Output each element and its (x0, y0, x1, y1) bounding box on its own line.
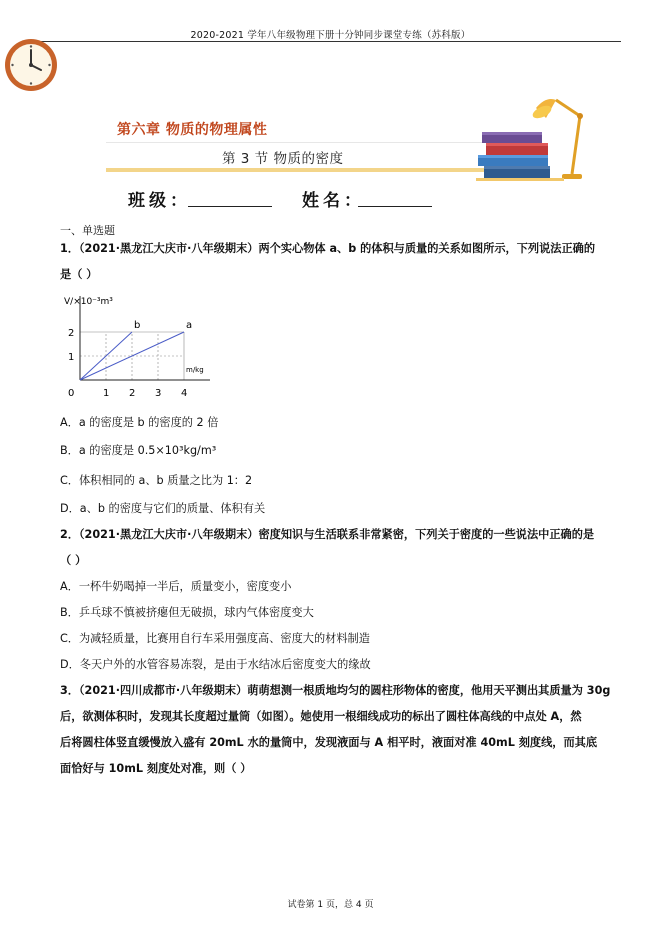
name-blank[interactable] (358, 206, 432, 207)
volume-mass-graph (60, 290, 220, 402)
section-heading: 一、单选题 (60, 224, 115, 237)
page-footer: 试卷第 1 页，总 4 页 (287, 900, 374, 910)
clock-icon (3, 37, 59, 93)
x-tick-3: 3 (155, 388, 162, 399)
question-3-line-3: 后将圆柱体竖直缓慢放入盛有 20mL 水的量筒中，发现液面与 A 相平时，液面对准 40mL 刻度线，而其底 (60, 736, 598, 749)
question-1-option-d: D．a、b 的密度与它们的质量、体积有关 (60, 502, 266, 515)
question-1-option-b: B．a 的密度是 0.5×10³kg/m³ (60, 444, 217, 457)
y-tick-2: 2 (68, 328, 75, 339)
x-tick-4: 4 (181, 388, 188, 399)
question-2-option-d: D．冬天户外的水管容易冻裂，是由于水结冰后密度变大的缘故 (60, 658, 371, 671)
question-2-option-a: A．一杯牛奶喝掉一半后，质量变小，密度变小 (60, 580, 292, 593)
name-label: 姓名： (302, 191, 365, 211)
series-label-b: b (134, 320, 141, 331)
y-tick-1: 1 (68, 352, 75, 363)
y-axis-label: V/×10⁻³m³ (64, 297, 113, 307)
origin-label: 0 (68, 388, 75, 399)
question-1-option-c: C．体积相同的 a、b 质量之比为 1：2 (60, 474, 253, 487)
series-label-a: a (186, 320, 193, 331)
chapter-title: 第六章 物质的物理属性 (117, 122, 268, 138)
class-blank[interactable] (188, 206, 272, 207)
question-1-option-a: A．a 的密度是 b 的密度的 2 倍 (60, 416, 219, 429)
x-tick-2: 2 (129, 388, 136, 399)
question-3-line-1: 3．（2021·四川成都市·八年级期末）萌萌想测一根质地均匀的圆柱形物体的密度，他用天平测出其质量为 30g (60, 684, 611, 697)
section-title: 第 3 节 物质的密度 (222, 151, 344, 167)
class-label: 班级： (128, 191, 191, 211)
question-1-line-1: 1．（2021·黑龙江大庆市·八年级期末）两个实心物体 a、b 的体积与质量的关系如图所示，下列说法正确的 (60, 242, 596, 255)
books-lamp-illustration (476, 88, 616, 186)
question-2-option-c: C．为减轻质量，比赛用自行车采用强度高、密度大的材料制造 (60, 632, 370, 645)
question-3-line-2: 后，欲测体积时，发现其长度超过量筒（如图）。她使用一根细线成功的标出了圆柱体高线的中点处 A，然 (60, 710, 582, 723)
question-1-line-2: 是（ ） (60, 268, 98, 281)
x-axis-label: m/kg (186, 366, 204, 374)
question-2-option-b: B．乒乓球不慎被挤瘪但无破损，球内气体密度变大 (60, 606, 314, 619)
question-2-line-2: （ ） (60, 554, 87, 567)
page-header-title: 2020-2021 学年八年级物理下册十分钟同步课堂专练（苏科版） (190, 30, 471, 41)
question-2-line-1: 2．（2021·黑龙江大庆市·八年级期末）密度知识与生活联系非常紧密，下列关于密度的一些说法中正确的是 (60, 528, 595, 541)
question-3-line-4: 面恰好与 10mL 刻度处对准，则（ ） (60, 762, 252, 775)
x-tick-1: 1 (103, 388, 110, 399)
header-rule (40, 41, 621, 42)
